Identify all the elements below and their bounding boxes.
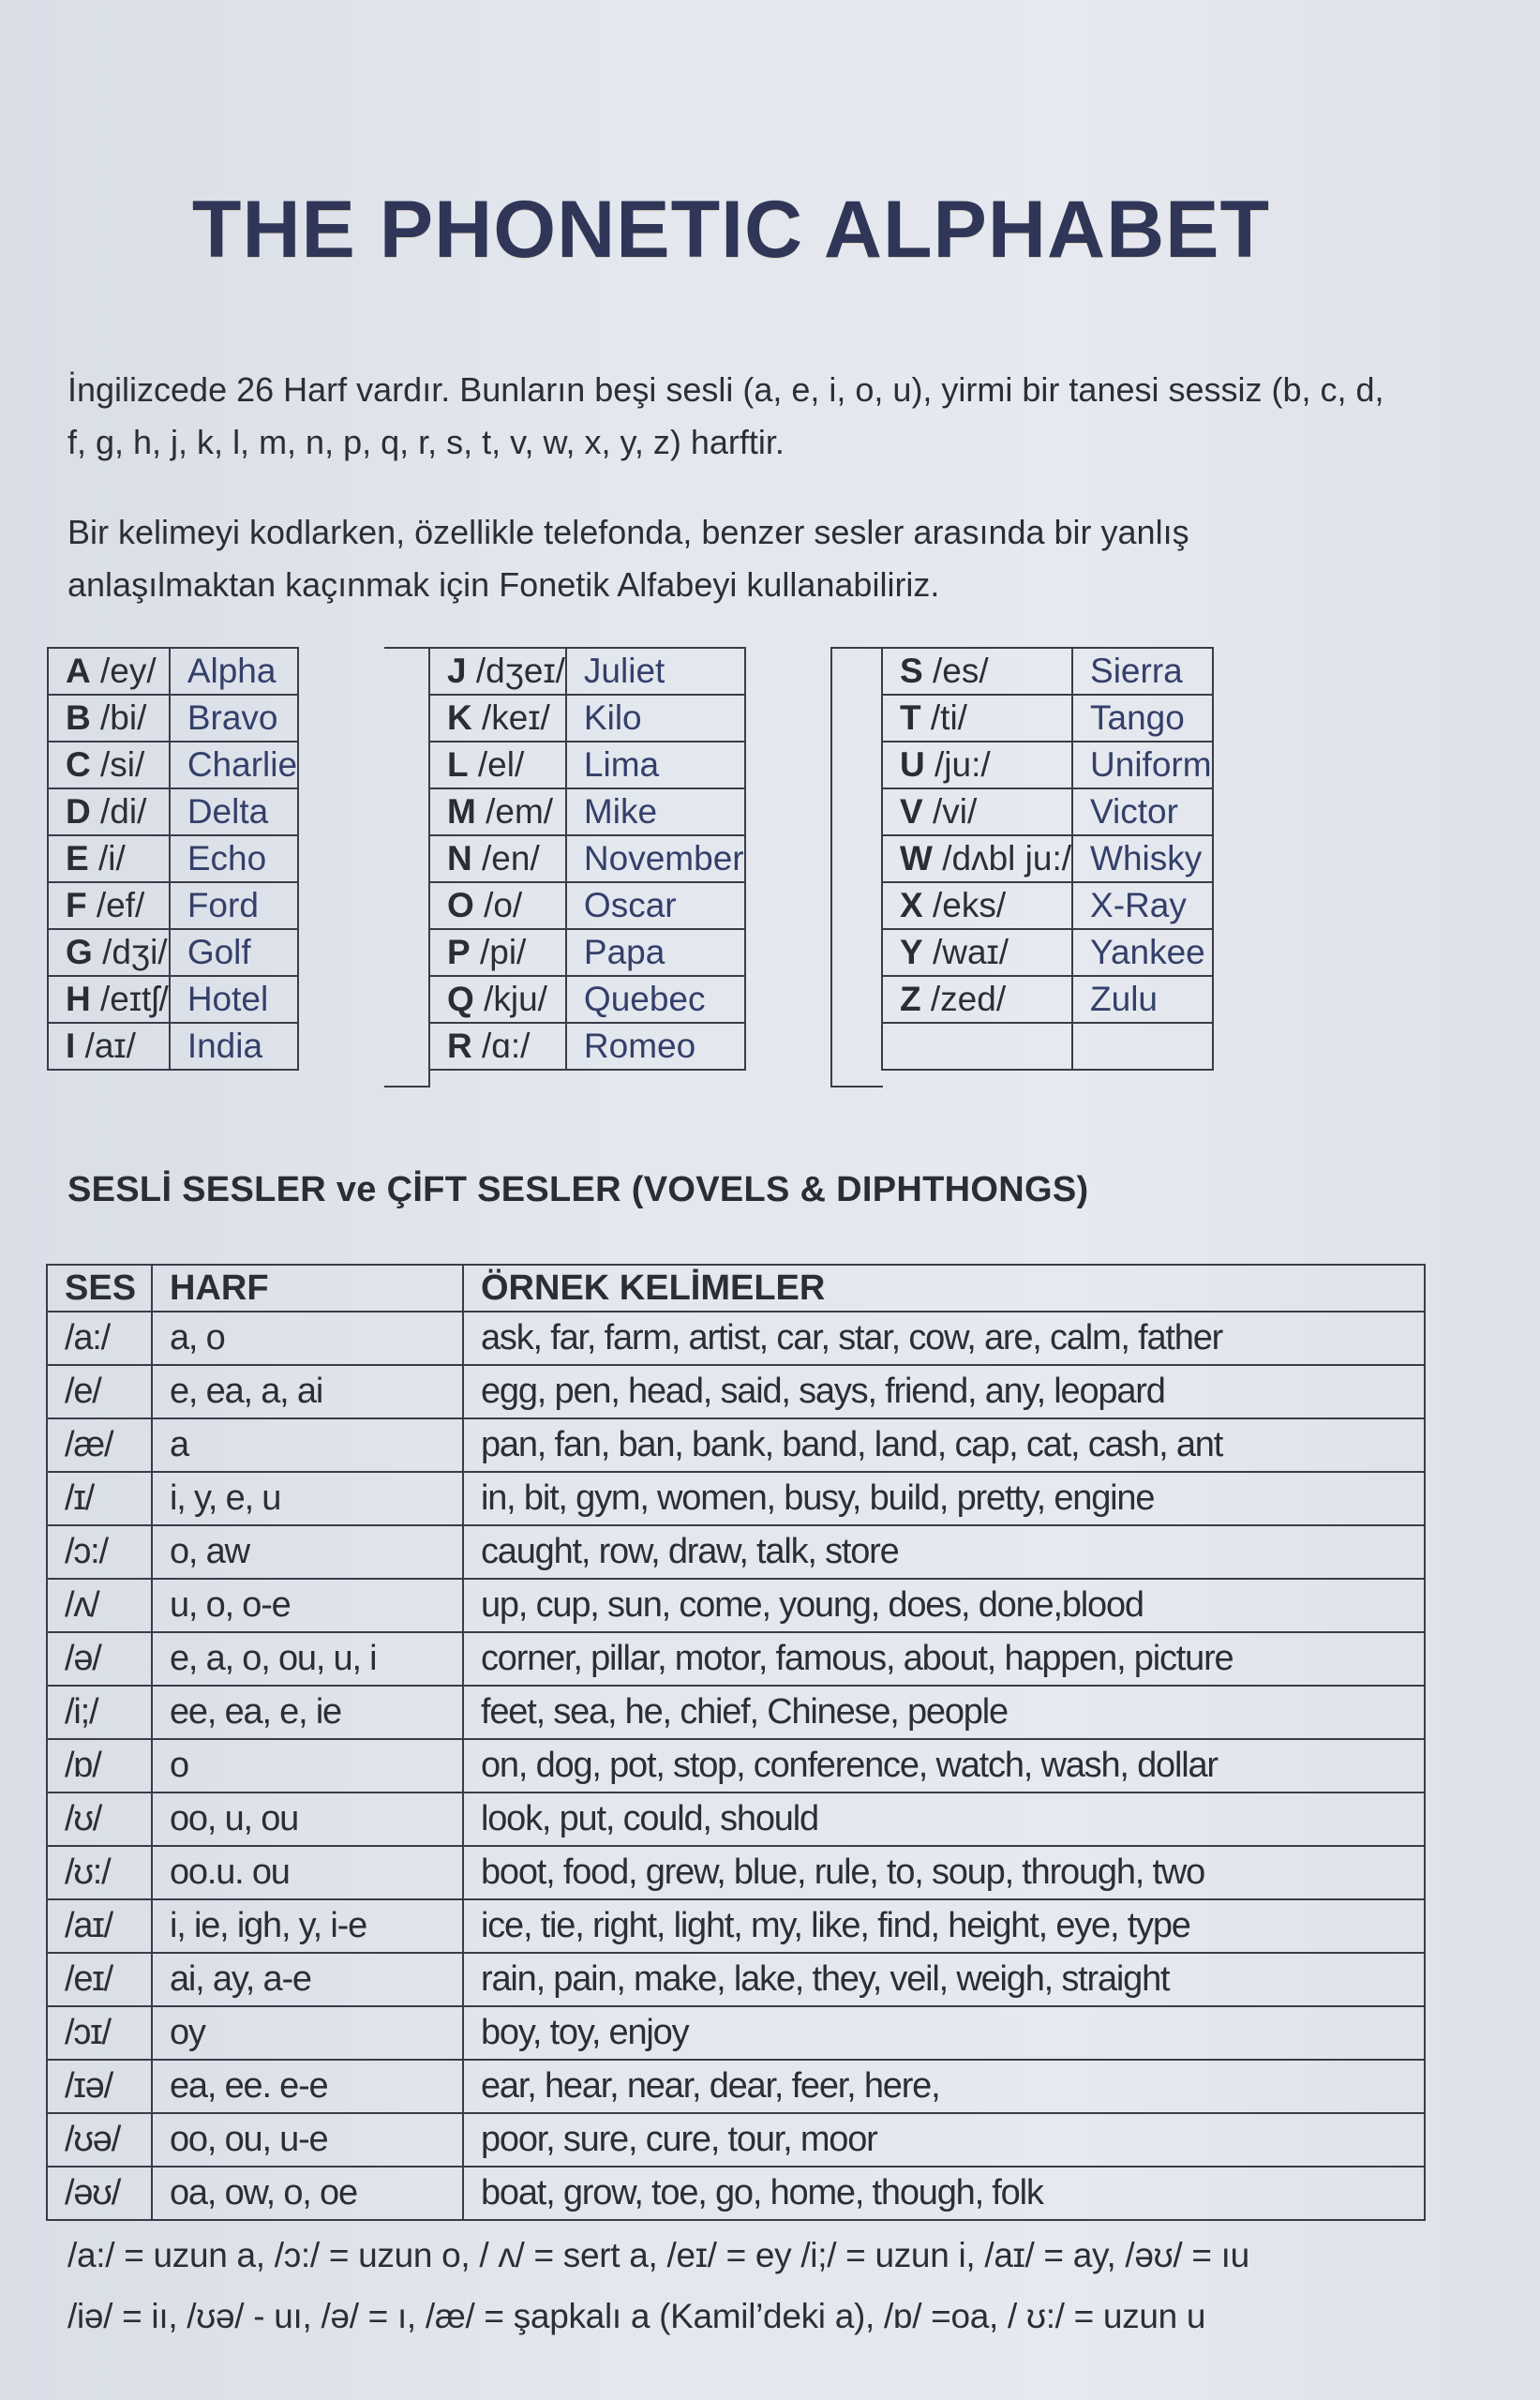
code-word: Hotel	[170, 976, 298, 1023]
ipa: /dʒi/	[102, 933, 168, 971]
code-word: Lima	[566, 742, 745, 788]
page-title: THE PHONETIC ALPHABET	[191, 185, 1271, 275]
footer-legend-line-1: /a:/ = uzun a, /ɔ:/ = uzun o, / ʌ/ = sert a, /eɪ/ = ey /i;/ = uzun i, /aɪ/ = ay, /əʊ/ = ıu	[67, 2236, 1249, 2274]
table-row	[47, 1899, 1425, 1953]
code-word: Victor	[1072, 788, 1213, 835]
letters: i, ie, igh, y, i-e	[152, 1899, 463, 1953]
nato-row	[882, 976, 1213, 1023]
sound-symbol: /ʊ/	[47, 1792, 152, 1846]
intro-paragraph-usage: Bir kelimeyi kodlarken, özellikle telefonda, benzer sesler arasında bir yanlış anlaşılmaktan kaçınmak için Fonetik Alfabeyi kullanabiliriz.	[67, 513, 1189, 604]
code-word: X-Ray	[1072, 882, 1213, 929]
table-row	[47, 1792, 1425, 1846]
sound-symbol: /aɪ/	[47, 1899, 152, 1953]
nato-row	[48, 1023, 298, 1070]
code-word: Yankee	[1072, 929, 1213, 976]
ipa: /es/	[932, 652, 989, 690]
code-word: Charlie	[170, 742, 298, 788]
table-row	[47, 1365, 1425, 1418]
intro-paragraph-letters: İngilizcede 26 Harf vardır. Bunların beşi sesli (a, e, i, o, u), yirmi bir tanesi sessiz (b, c, d, f, g, h, j, k, l, m, n, p, q, r, s, t, v, w, x, y, z) harftir.	[67, 370, 1384, 461]
code-word: Alpha	[170, 648, 298, 695]
table-row	[47, 1632, 1425, 1686]
example-words: pan, fan, ban, bank, band, land, cap, cat, cash, ant	[463, 1418, 1425, 1472]
letter-pronunciation	[429, 648, 566, 695]
letter-pronunciation	[429, 742, 566, 788]
table-row	[47, 1579, 1425, 1632]
table-row	[47, 2167, 1425, 2220]
code-word: Quebec	[566, 976, 745, 1023]
letter-pronunciation	[882, 835, 1072, 882]
letters: i, y, e, u	[152, 1472, 463, 1525]
code-word: Bravo	[170, 695, 298, 742]
example-words: ask, far, farm, artist, car, star, cow, are, calm, father	[463, 1312, 1425, 1365]
letter-pronunciation	[882, 976, 1072, 1023]
letter-pronunciation	[48, 695, 170, 742]
letters: e, ea, a, ai	[152, 1365, 463, 1418]
nato-row	[882, 788, 1213, 835]
ipa: /dʒeɪ/	[475, 652, 565, 690]
nato-table-j-r	[428, 647, 746, 1071]
example-words: poor, sure, cure, tour, moor	[463, 2113, 1425, 2167]
nato-row	[429, 1023, 745, 1070]
nato-row	[882, 835, 1213, 882]
letter: S	[900, 652, 923, 690]
grid-spacer	[384, 647, 430, 1088]
letter-pronunciation	[48, 882, 170, 929]
letters: oo, ou, u-e	[152, 2113, 463, 2167]
example-words: boat, grow, toe, go, home, though, folk	[463, 2167, 1425, 2220]
ipa: /i/	[97, 839, 126, 878]
ipa: /ɑ:/	[482, 1027, 531, 1065]
table-row	[47, 1953, 1425, 2006]
letter-pronunciation	[882, 929, 1072, 976]
sound-symbol: /ɒ/	[47, 1739, 152, 1792]
grid-spacer	[830, 647, 883, 1088]
nato-row	[882, 1023, 1213, 1070]
sound-symbol: /æ/	[47, 1418, 152, 1472]
header-ses: SES	[47, 1265, 152, 1312]
ipa: /vi/	[932, 792, 978, 831]
letter-pronunciation	[882, 742, 1072, 788]
code-word: Echo	[170, 835, 298, 882]
nato-row	[882, 695, 1213, 742]
letter: W	[900, 839, 933, 878]
table-row	[47, 1525, 1425, 1579]
ipa: /em/	[486, 792, 554, 831]
code-word: Romeo	[566, 1023, 745, 1070]
code-word: Oscar	[566, 882, 745, 929]
nato-row	[48, 695, 298, 742]
letter-pronunciation	[48, 929, 170, 976]
letter-pronunciation	[429, 788, 566, 835]
nato-row	[48, 788, 298, 835]
footer-legend-line-2: /iə/ = iı, /ʊə/ - uı, /ə/ = ı, /æ/ = şapkalı a (Kamil’deki a), /ɒ/ =oa, / ʊ:/ = uzun u	[67, 2297, 1206, 2335]
ipa: /si/	[100, 745, 145, 784]
letters: ee, ea, e, ie	[152, 1686, 463, 1739]
ipa: /eks/	[932, 886, 1007, 924]
code-word	[1072, 1023, 1213, 1070]
letters: a	[152, 1418, 463, 1472]
code-word: Tango	[1072, 695, 1213, 742]
code-word: Kilo	[566, 695, 745, 742]
letter: M	[447, 792, 476, 831]
example-words: caught, row, draw, talk, store	[463, 1525, 1425, 1579]
letters: ai, ay, a-e	[152, 1953, 463, 2006]
letters: oa, ow, o, oe	[152, 2167, 463, 2220]
letters: ea, ee. e-e	[152, 2060, 463, 2113]
sound-symbol: /i;/	[47, 1686, 152, 1739]
example-words: on, dog, pot, stop, conference, watch, wash, dollar	[463, 1739, 1425, 1792]
ipa: /aɪ/	[84, 1027, 136, 1065]
sound-symbol: /ɔɪ/	[47, 2006, 152, 2060]
nato-row	[429, 835, 745, 882]
sound-symbol: /ə/	[47, 1632, 152, 1686]
letter-pronunciation	[48, 788, 170, 835]
letters: o, aw	[152, 1525, 463, 1579]
ipa: /kju/	[484, 980, 547, 1018]
letter: R	[447, 1027, 472, 1065]
code-word: Mike	[566, 788, 745, 835]
letter-pronunciation	[882, 788, 1072, 835]
nato-row	[48, 976, 298, 1023]
letter: C	[66, 745, 91, 784]
ipa: /dʌbl ju:/	[942, 839, 1072, 878]
ipa: /zed/	[930, 980, 1007, 1018]
letter: E	[66, 839, 89, 878]
example-words: ice, tie, right, light, my, like, find, height, eye, type	[463, 1899, 1425, 1953]
letter: Y	[900, 933, 923, 971]
code-word: November	[566, 835, 745, 882]
letter: O	[447, 886, 474, 924]
example-words: rain, pain, make, lake, they, veil, weigh, straight	[463, 1953, 1425, 2006]
sound-symbol: /ɪə/	[47, 2060, 152, 2113]
ipa: /el/	[477, 745, 525, 784]
nato-row	[429, 648, 745, 695]
sound-symbol: /a:/	[47, 1312, 152, 1365]
sound-symbol: /e/	[47, 1365, 152, 1418]
letter: T	[900, 698, 921, 737]
nato-row	[429, 742, 745, 788]
nato-row	[429, 976, 745, 1023]
letter-pronunciation	[429, 835, 566, 882]
sound-symbol: /ɔ:/	[47, 1525, 152, 1579]
table-row	[47, 1739, 1425, 1792]
example-words: feet, sea, he, chief, Chinese, people	[463, 1686, 1425, 1739]
example-words: ear, hear, near, dear, feer, here,	[463, 2060, 1425, 2113]
example-words: boot, food, grew, blue, rule, to, soup, through, two	[463, 1846, 1425, 1899]
letter: K	[447, 698, 472, 737]
letter: P	[447, 933, 471, 971]
example-words: in, bit, gym, women, busy, build, pretty, engine	[463, 1472, 1425, 1525]
nato-row	[48, 929, 298, 976]
table-row	[47, 1312, 1425, 1365]
table-row	[47, 1846, 1425, 1899]
example-words: egg, pen, head, said, says, friend, any, leopard	[463, 1365, 1425, 1418]
letter: N	[447, 839, 472, 878]
nato-row	[882, 742, 1213, 788]
letters: oo.u. ou	[152, 1846, 463, 1899]
letters: o	[152, 1739, 463, 1792]
nato-row	[882, 882, 1213, 929]
ipa: /o/	[484, 886, 523, 924]
code-word: Juliet	[566, 648, 745, 695]
nato-row	[882, 929, 1213, 976]
header-harf: HARF	[152, 1265, 463, 1312]
letter: X	[900, 886, 923, 924]
table-row	[47, 1686, 1425, 1739]
sound-symbol: /ʊ:/	[47, 1846, 152, 1899]
letter-pronunciation	[882, 1023, 1072, 1070]
letter-pronunciation	[429, 976, 566, 1023]
letter-pronunciation	[882, 695, 1072, 742]
code-word: Sierra	[1072, 648, 1213, 695]
letter-pronunciation	[882, 882, 1072, 929]
nato-row	[48, 835, 298, 882]
letter: V	[900, 792, 923, 831]
ipa: /pi/	[479, 933, 527, 971]
vowels-section-heading: SESLİ SESLER ve ÇİFT SESLER (VOVELS & DIPHTHONGS)	[67, 1170, 1089, 1209]
letter: G	[66, 933, 93, 971]
code-word: Zulu	[1072, 976, 1213, 1023]
code-word: India	[170, 1023, 298, 1070]
table-row	[47, 1418, 1425, 1472]
table-row	[47, 2060, 1425, 2113]
letter: Z	[900, 980, 921, 1018]
letter-pronunciation	[429, 695, 566, 742]
letter: I	[66, 1027, 76, 1065]
sound-symbol: /əʊ/	[47, 2167, 152, 2220]
letter: F	[66, 886, 87, 924]
sound-symbol: /ʊə/	[47, 2113, 152, 2167]
vowels-diphthongs-table	[46, 1264, 1426, 2221]
table-header-row	[47, 1265, 1425, 1312]
ipa: /ef/	[96, 886, 145, 924]
code-word: Uniform	[1072, 742, 1213, 788]
nato-table-s-z	[881, 647, 1214, 1071]
letter: L	[447, 745, 469, 784]
header-ornek-kelimeler: ÖRNEK KELİMELER	[463, 1265, 1425, 1312]
example-words: boy, toy, enjoy	[463, 2006, 1425, 2060]
letters: e, a, o, ou, u, i	[152, 1632, 463, 1686]
nato-row	[429, 882, 745, 929]
ipa: /ti/	[930, 698, 967, 737]
nato-row	[48, 648, 298, 695]
letter-pronunciation	[429, 929, 566, 976]
table-row	[47, 2006, 1425, 2060]
code-word: Delta	[170, 788, 298, 835]
letter-pronunciation	[48, 742, 170, 788]
code-word: Papa	[566, 929, 745, 976]
letter-pronunciation	[48, 1023, 170, 1070]
letter-pronunciation	[48, 976, 170, 1023]
ipa: /keɪ/	[482, 698, 550, 737]
example-words: corner, pillar, motor, famous, about, happen, picture	[463, 1632, 1425, 1686]
code-word: Golf	[170, 929, 298, 976]
letter: U	[900, 745, 925, 784]
table-row	[47, 1472, 1425, 1525]
letter-pronunciation	[48, 835, 170, 882]
nato-table-a-i	[47, 647, 299, 1071]
ipa: /eɪtʃ/	[100, 980, 169, 1018]
sound-symbol: /ɪ/	[47, 1472, 152, 1525]
nato-row	[429, 695, 745, 742]
letters: oy	[152, 2006, 463, 2060]
letter: A	[66, 652, 91, 690]
letter-pronunciation	[429, 1023, 566, 1070]
ipa: /waɪ/	[932, 933, 1009, 971]
code-word: Whisky	[1072, 835, 1213, 882]
letter: Q	[447, 980, 474, 1018]
letter: H	[66, 980, 91, 1018]
nato-row	[48, 882, 298, 929]
letter-pronunciation	[48, 648, 170, 695]
letters: u, o, o-e	[152, 1579, 463, 1632]
ipa: /bi/	[100, 698, 147, 737]
letters: a, o	[152, 1312, 463, 1365]
letter: J	[447, 652, 467, 690]
letters: oo, u, ou	[152, 1792, 463, 1846]
example-words: up, cup, sun, come, young, does, done,blood	[463, 1579, 1425, 1632]
nato-row	[48, 742, 298, 788]
letter-pronunciation	[882, 648, 1072, 695]
ipa: /en/	[482, 839, 540, 878]
ipa: /ju:/	[934, 745, 991, 784]
nato-row	[429, 788, 745, 835]
ipa: /di/	[100, 792, 147, 831]
nato-row	[429, 929, 745, 976]
nato-row	[882, 648, 1213, 695]
sound-symbol: /ʌ/	[47, 1579, 152, 1632]
code-word: Ford	[170, 882, 298, 929]
ipa: /ey/	[100, 652, 157, 690]
example-words: look, put, could, should	[463, 1792, 1425, 1846]
sound-symbol: /eɪ/	[47, 1953, 152, 2006]
letter-pronunciation	[429, 882, 566, 929]
letter: D	[66, 792, 91, 831]
letter: B	[66, 698, 91, 737]
table-row	[47, 2113, 1425, 2167]
